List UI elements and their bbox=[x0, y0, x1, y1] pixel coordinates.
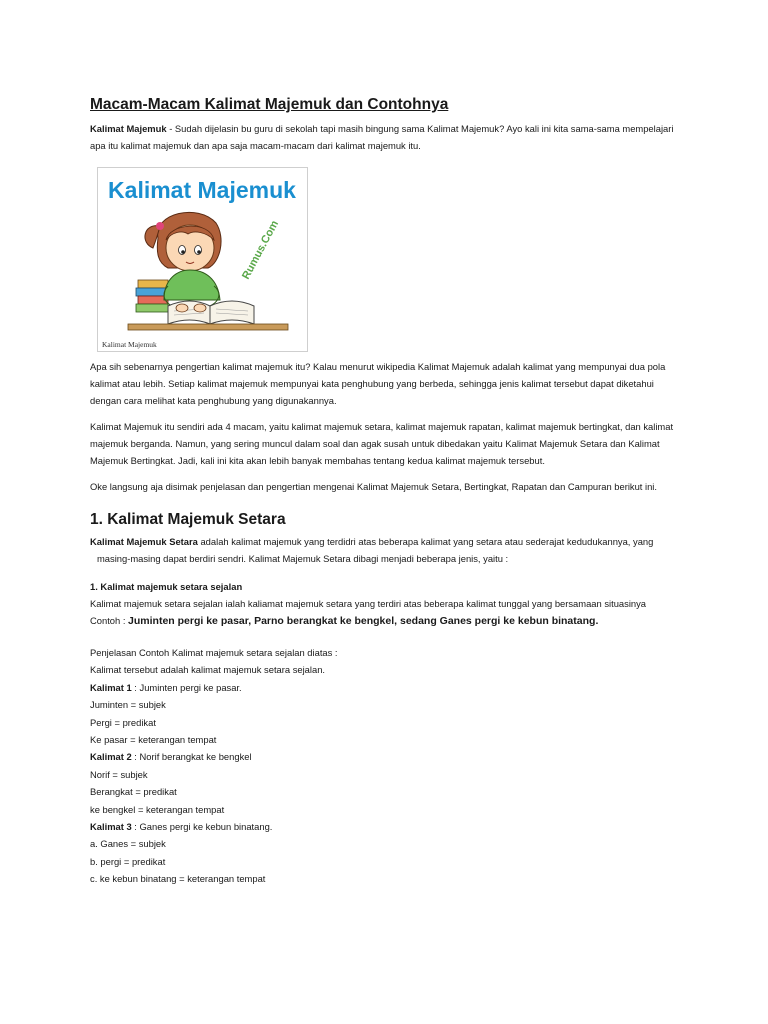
section1-term: Kalimat Majemuk Setara bbox=[90, 536, 198, 547]
list-item: Berangkat = predikat bbox=[90, 786, 177, 798]
kalimat-3-text: : Ganes pergi ke kebun binatang. bbox=[131, 821, 273, 833]
list-item: Ke pasar = keterangan tempat bbox=[90, 734, 217, 746]
kalimat-3-line bbox=[90, 818, 690, 835]
intro-line-2: apa itu kalimat majemuk dan apa saja macam-macam dari kalimat majemuk itu. bbox=[90, 140, 421, 151]
figure-title: Kalimat Majemuk bbox=[108, 177, 296, 203]
para1-line-3: dengan cara melihat kata penghubung yang digunakannya. bbox=[90, 395, 337, 406]
subsection1-description: Kalimat majemuk setara sejalan ialah kaliamat majemuk setara yang terdiri atas beberapa kalimat tunggal yang bersamaan situasinya bbox=[90, 598, 647, 609]
section1-definition bbox=[90, 533, 690, 550]
list-item: a. Ganes = subjek bbox=[90, 838, 166, 850]
example-sentence: Juminten pergi ke pasar, Parno berangkat ke bengkel, sedang Ganes pergi ke kebun binatang. bbox=[128, 615, 599, 627]
girl-reading-illustration bbox=[98, 168, 307, 351]
para2-line-2: majemuk berganda. Namun, yang sering muncul dalam soal dan agak susah untuk dibedakan yaitu Kalimat Majemuk Setara dan Kalimat bbox=[90, 438, 660, 449]
illustration-figure bbox=[97, 167, 308, 352]
kalimat-1-line bbox=[90, 679, 690, 696]
section1-def-line-2: masing-masing dapat berdiri sendri. Kalimat Majemuk Setara dibagi menjadi beberapa jenis, yaitu : bbox=[97, 553, 509, 564]
document-page bbox=[90, 95, 690, 888]
kalimat-1-label: Kalimat 1 bbox=[90, 681, 132, 693]
intro-term: Kalimat Majemuk bbox=[90, 123, 167, 134]
figure-caption: Kalimat Majemuk bbox=[102, 340, 157, 349]
list-item: Juminten = subjek bbox=[90, 699, 166, 711]
list-item: c. ke kebun binatang = keterangan tempat bbox=[90, 873, 266, 885]
para1-line-1: Apa sih sebenarnya pengertian kalimat majemuk itu? Kalau menurut wikipedia Kalimat Majemuk adalah kalimat yang mempunyai dua pola bbox=[90, 361, 666, 372]
list-item: b. pergi = predikat bbox=[90, 855, 166, 867]
kalimat-2-text: : Norif berangkat ke bengkel bbox=[131, 751, 252, 763]
document-title: Macam-Macam Kalimat Majemuk dan Contohnya bbox=[90, 96, 449, 113]
intro-line-1: - Sudah dijelasin bu guru di sekolah tapi masih bingung sama Kalimat Majemuk? Ayo kali ini kita sama-sama mempelajari bbox=[166, 123, 674, 134]
example-line bbox=[90, 612, 690, 630]
figure-watermark: Rumus.Com bbox=[240, 218, 282, 282]
para1-line-2: kalimat atau lebih. Setiap kalimat majemuk mempunyai kata penghubung yang berbeda, sehingga jenis kalimat tersebut dapat diketahui bbox=[90, 378, 654, 389]
explanation-line-1: Penjelasan Contoh Kalimat majemuk setara sejalan diatas : bbox=[90, 647, 338, 658]
section1-def-line-1: adalah kalimat majemuk yang terdidri atas beberapa kalimat yang setara atau sederajat kedudukannya, yang bbox=[197, 536, 654, 547]
kalimat-3-label: Kalimat 3 bbox=[90, 821, 132, 833]
subsection1-heading: 1. Kalimat majemuk setara sejalan bbox=[90, 581, 243, 592]
kalimat-2-line bbox=[90, 748, 690, 765]
intro-paragraph bbox=[90, 120, 690, 137]
kalimat-2-label: Kalimat 2 bbox=[90, 751, 132, 763]
para3: Oke langsung aja disimak penjelasan dan pengertian mengenai Kalimat Majemuk Setara, Bertingkat, Rapatan dan Campuran berikut ini. bbox=[90, 481, 657, 492]
example-prefix: Contoh : bbox=[90, 615, 129, 626]
explanation-line-2: Kalimat tersebut adalah kalimat majemuk setara sejalan. bbox=[90, 664, 326, 676]
section1-heading: 1. Kalimat Majemuk Setara bbox=[90, 511, 286, 528]
para2-line-1: Kalimat Majemuk itu sendiri ada 4 macam, yaitu kalimat majemuk setara, kalimat majemuk rapatan, kalimat majemuk bertingkat, dan kalimat bbox=[90, 421, 674, 432]
list-item: Pergi = predikat bbox=[90, 716, 156, 728]
para2-line-3: Majemuk Bertingkat. Jadi, kali ini kita akan lebih banyak membahas tentang kedua kalimat majemuk tersebut. bbox=[90, 455, 545, 466]
kalimat-1-text: : Juminten pergi ke pasar. bbox=[131, 681, 242, 693]
list-item: Norif = subjek bbox=[90, 768, 148, 780]
list-item: ke bengkel = keterangan tempat bbox=[90, 803, 225, 815]
